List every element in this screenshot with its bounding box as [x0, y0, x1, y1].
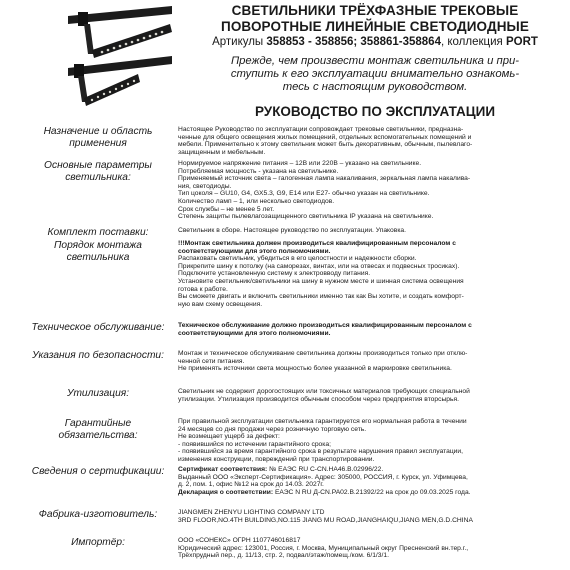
bold-line: соответствующими для этого полномочиями. — [178, 247, 331, 255]
section-text — [178, 227, 566, 235]
section-text — [178, 240, 566, 308]
text-line: Монтаж и техническое обслуживание светильника должны производиться только при отклю- — [178, 350, 468, 357]
text-line: Не применять источники света мощностью более указанной в маркировке светильника. — [178, 365, 452, 373]
text-line: ченные для общего освещения жилых помещений, отдельных вспомогательных помещений и — [178, 133, 472, 141]
section-text — [178, 160, 566, 221]
text-line: Светильник не содержит дорогостоящих или токсичных материалов требующих специальной — [178, 388, 470, 395]
section-label: Утилизация: — [66, 388, 130, 399]
collection-prefix: , коллекция — [440, 36, 503, 48]
section-label: Гарантийные обязательства: — [58, 418, 138, 441]
text-line: готова к работе. — [178, 285, 228, 293]
text-line: Не возмещает ущерб за дефект: — [178, 433, 280, 441]
section-text — [178, 388, 566, 403]
section-label: Импортёр: — [71, 537, 125, 548]
section-text — [178, 418, 566, 464]
warning-line: Прежде, чем произвести монтаж светильника и при- — [230, 55, 520, 67]
text-line: Юридический адрес: 123001, Россия, г. Москва, Муниципальный округ Пресненский вн.тер.г., — [178, 544, 469, 552]
text-line: Настоящее Руководство по эксплуатации сопровождает трековые светильники, предназна- — [178, 126, 464, 133]
text-line: Срок службы – не менее 5 лет. — [178, 205, 275, 213]
decl-value: ЕАЭС N RU Д-CN.РА02.В.21392/22 на срок до 09.03.2025 года. — [273, 488, 471, 496]
text-line: Распаковать светильник, убедиться в его целостности и надежности сборки. — [178, 255, 417, 263]
text-line: утилизации. Утилизация производится обычным способом через предприятия вторсырья. — [178, 395, 459, 403]
warning-text — [190, 55, 560, 95]
articles-line — [185, 36, 565, 48]
title-line-2: ПОВОРОТНЫЕ ЛИНЕЙНЫЕ СВЕТОДИОДНЫЕ — [221, 19, 529, 34]
text-line: Прикрепите шину к потолку (на саморезах, винтах, или на отвесах и подвесных тросиках). — [178, 262, 460, 270]
text-line: ООО «СОНЕКС» ОГРН 1107746016817 — [178, 537, 301, 544]
text-line: Степень защиты пылевлагозащищенного светильника IP указана на светильнике. — [178, 213, 434, 221]
section-label: Сведения о сертификации: — [31, 466, 165, 477]
section-text — [178, 466, 566, 496]
text-line: Трёхпрудный пер., д. 11/13, стр. 2, подвал/этаж/помещ./ком. 6/1/3/1. — [178, 552, 389, 560]
section-text — [178, 537, 566, 560]
text-line: JIANGMEN ZHENYU LIGHTING COMPANY LTD — [178, 509, 325, 516]
text-line: Вы сможете двигать и включить светильники именно так как Вы хотите, и создать комфорт- — [178, 293, 464, 301]
guide-title: РУКОВОДСТВО ПО ЭКСПЛУАТАЦИИ — [254, 104, 496, 119]
text-line: - появившийся по истечении гарантийного срока; — [178, 440, 331, 448]
section-label: Техническое обслуживание: — [31, 322, 165, 333]
text-line: Потребляемая мощность - указана на светильнике. — [178, 167, 339, 175]
text-line: ния, светодиоды. — [178, 182, 232, 190]
text-line: 24 месяцев со дня продажи через розничную торговую сеть. — [178, 425, 367, 433]
text-line: При правильной эксплуатации светильника гарантируется его нормальная работа в течении — [178, 418, 467, 425]
text-line: Применяемый источник света – галогенная лампа накаливания, зеркальная лампа накалива- — [178, 175, 471, 183]
section-label: Порядок монтажа светильника — [54, 240, 142, 263]
document-title — [185, 3, 565, 35]
collection-name: PORT — [505, 36, 538, 48]
text-line: ную вам схему освещения. — [178, 300, 263, 308]
section-text — [178, 322, 566, 337]
text-line: защищенным и мебельным. — [178, 148, 266, 156]
section-label: Фабрика-изготовитель: — [38, 509, 158, 520]
warning-line: тесь с настоящим руководством. — [282, 81, 468, 94]
text-line: изменения конструкции, повреждений при транспортировании. — [178, 455, 375, 463]
section-text — [178, 509, 566, 524]
text-line: Количество ламп – 1, или несколько светодиодов. — [178, 197, 335, 205]
articles-codes: 358853 - 358856; 358861-358864 — [266, 36, 441, 48]
section-label: Назначение и область применения — [43, 126, 153, 149]
section-label: Комплект поставки: — [47, 227, 149, 238]
decl-prefix: Декларация о соответствии: — [178, 488, 274, 496]
text-line: Нормируемое напряжение питания – 12В или 220В – указано на светильнике. — [178, 160, 422, 167]
section-text — [178, 350, 566, 373]
text-line: д. 2, пом. 1, офис №12 на срок до 14.03. 2027г. — [178, 481, 324, 489]
text-line: ченной сети питания. — [178, 357, 245, 365]
section-label: Указания по безопасности: — [32, 350, 164, 361]
cert-value: № ЕАЭС RU C-CN.НА46.В.02996/22. — [267, 466, 384, 473]
bold-line: соответствующими для этого полномочиями. — [178, 329, 331, 337]
bold-line: !!!Монтаж светильника должен производиться квалифицированным персоналом с — [178, 240, 456, 247]
text-line: Установите светильник/светильники на шину в нужном месте и шинная система освещения — [178, 277, 464, 285]
text-line: Светильник в сборе. Настоящее руководство по эксплуатации. Упаковка. — [178, 227, 406, 234]
section-text — [178, 126, 566, 156]
text-line: 3RD FLOOR,NO.4TH BUILDING,NO.115 JIANG MU ROAD,JIANGHAIQU,JIANG MEN,G.D.CHINA — [178, 516, 473, 524]
cert-prefix: Сертификат соответствия: — [178, 466, 268, 473]
title-line-1: СВЕТИЛЬНИКИ ТРЁХФАЗНЫЕ ТРЕКОВЫЕ — [231, 3, 519, 18]
document-header — [0, 0, 570, 120]
warning-line: ступить к его эксплуатации внимательно ознакомь- — [230, 68, 520, 81]
track-lamp-image — [60, 2, 175, 107]
bold-line: Техническое обслуживание должно производиться квалифицированным персоналом с — [178, 322, 472, 329]
articles-prefix: Артикулы — [212, 36, 264, 48]
text-line: Тип цоколя – GU10, G4, GX5.3, G9, E14 или E27- обычно указан на светильнике. — [178, 190, 430, 198]
text-line: - появившийся за время гарантийного срока в результате нарушения правил эксплуатации, — [178, 448, 464, 456]
text-line: Выданный ООО «Эксперт-Сертификация». Адрес: 305000, РОССИЯ, г. Курск, ул. Уфимцева, — [178, 473, 468, 481]
text-line: Подключите установленную систему к электровводу питания. — [178, 270, 371, 278]
cert-line — [178, 466, 566, 474]
section-label: Основные параметры светильника: — [44, 160, 152, 183]
decl-line — [178, 489, 566, 497]
text-line: мебели. Применительно к этому светильник может быть декоративным, обычным, пылевлаго- — [178, 141, 473, 149]
